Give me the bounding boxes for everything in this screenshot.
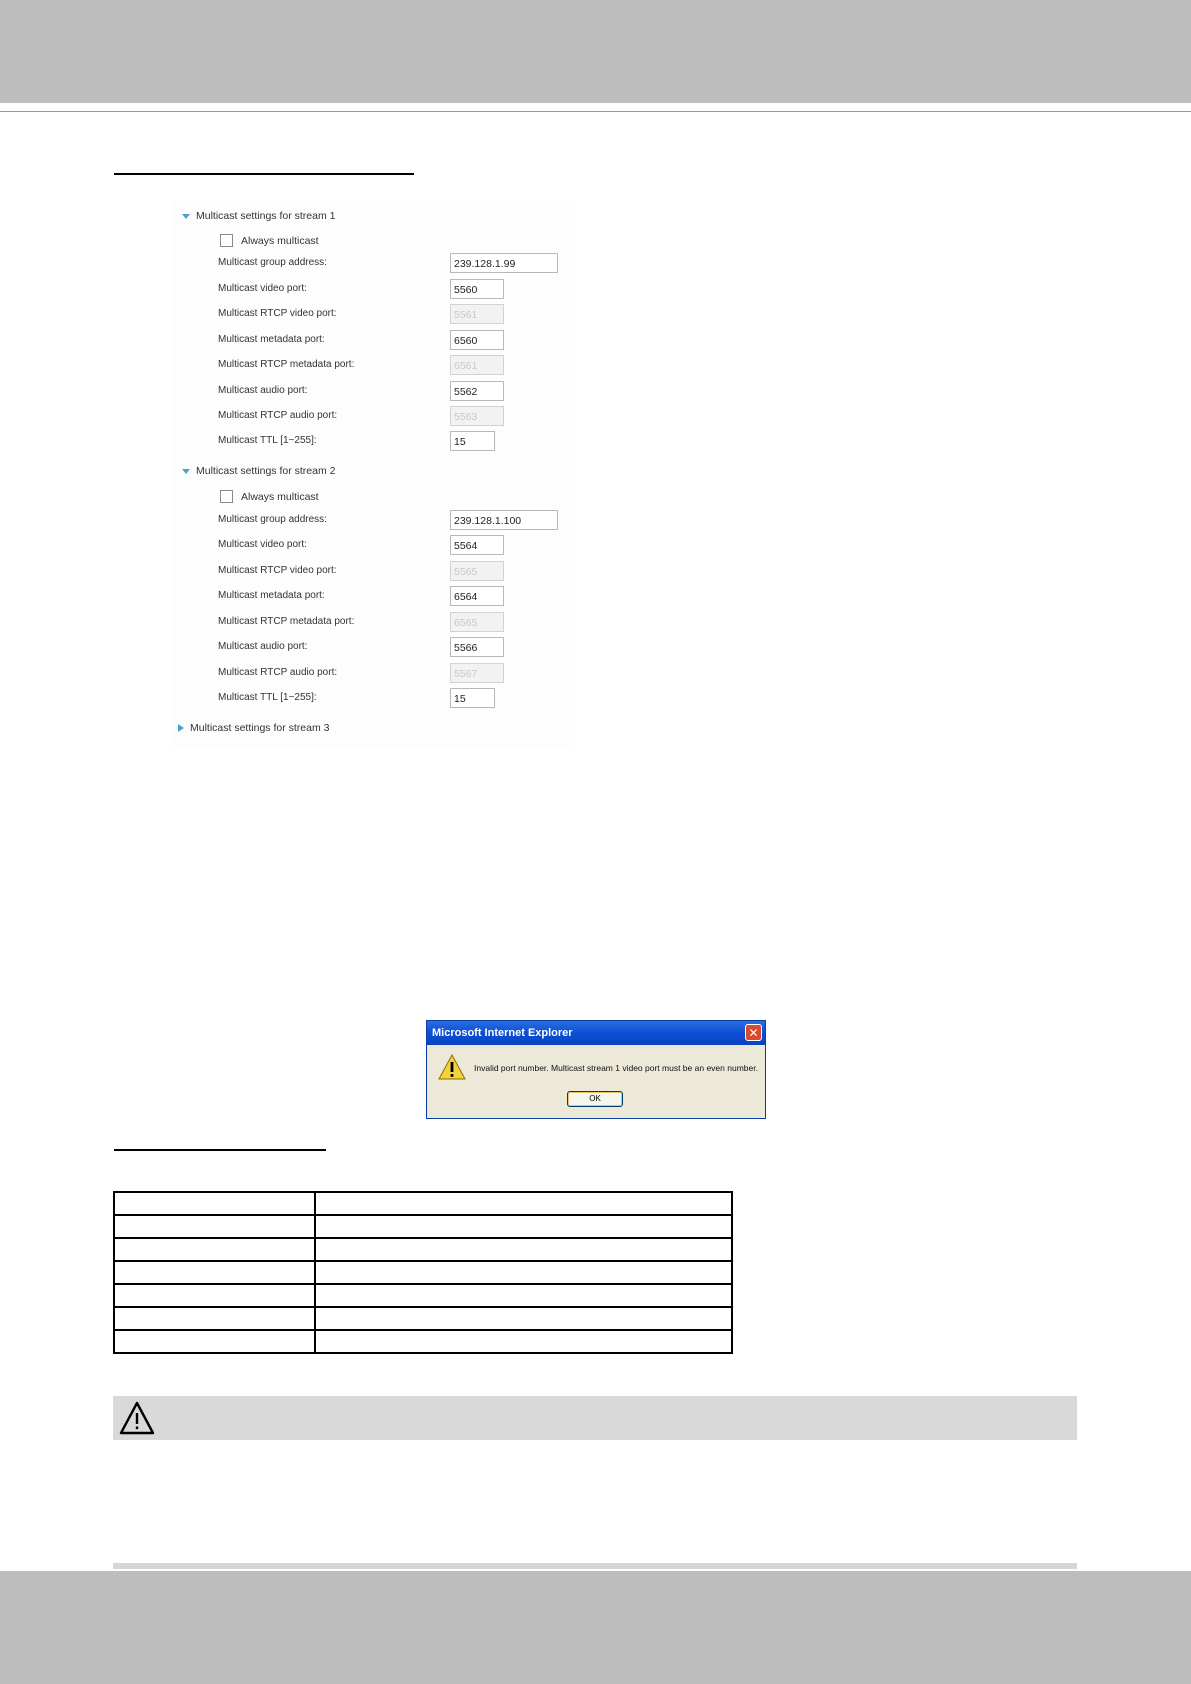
field-label: Multicast RTCP metadata port: bbox=[218, 616, 355, 627]
stream2-ttl-row bbox=[218, 688, 578, 710]
stream2-rtcp-metadata-port-row bbox=[218, 612, 578, 634]
header-band bbox=[0, 0, 1191, 103]
close-icon[interactable]: ✕ bbox=[745, 1024, 762, 1041]
stream1-rtcp-metadata-port-row bbox=[218, 355, 578, 377]
group-address-input[interactable]: 239.128.1.99 bbox=[450, 253, 558, 273]
ok-button[interactable]: OK bbox=[567, 1091, 623, 1107]
field-label: Multicast RTCP video port: bbox=[218, 308, 337, 319]
chevron-right-icon bbox=[178, 724, 184, 732]
caution-icon bbox=[118, 1400, 156, 1436]
table-row bbox=[114, 1238, 732, 1261]
table-row bbox=[114, 1192, 732, 1215]
always-multicast-label: Always multicast bbox=[241, 490, 319, 503]
dialog-titlebar bbox=[427, 1021, 765, 1045]
table-cell bbox=[114, 1330, 315, 1353]
field-label: Multicast TTL [1~255]: bbox=[218, 435, 317, 446]
video-port-input[interactable]: 5564 bbox=[450, 535, 504, 555]
audio-port-input[interactable]: 5566 bbox=[450, 637, 504, 657]
stream1-group-address-row bbox=[218, 253, 578, 275]
table-cell bbox=[315, 1261, 732, 1284]
audio-port-input[interactable]: 5562 bbox=[450, 381, 504, 401]
always-multicast-checkbox[interactable] bbox=[220, 490, 233, 503]
stream1-video-port-row bbox=[218, 279, 578, 301]
metadata-port-input[interactable]: 6564 bbox=[450, 586, 504, 606]
rtcp-video-port-input: 5565 bbox=[450, 561, 504, 581]
table-cell bbox=[315, 1238, 732, 1261]
footer-rule bbox=[113, 1563, 1077, 1569]
field-label: Multicast RTCP video port: bbox=[218, 565, 337, 576]
header-rule bbox=[0, 111, 1191, 112]
table-row bbox=[114, 1330, 732, 1353]
field-label: Multicast audio port: bbox=[218, 385, 308, 396]
stream2-rtcp-audio-port-row bbox=[218, 663, 578, 685]
stream2-group-address-row bbox=[218, 510, 578, 532]
data-table bbox=[113, 1191, 733, 1354]
footer-band bbox=[0, 1571, 1191, 1684]
always-multicast-checkbox[interactable] bbox=[220, 234, 233, 247]
stream1-always-multicast[interactable] bbox=[220, 234, 319, 247]
chevron-down-icon bbox=[182, 469, 190, 474]
stream2-rtcp-video-port-row bbox=[218, 561, 578, 583]
video-port-input[interactable]: 5560 bbox=[450, 279, 504, 299]
stream2-audio-port-row bbox=[218, 637, 578, 659]
table-cell bbox=[114, 1192, 315, 1215]
section-heading-underline bbox=[114, 173, 414, 175]
table-row bbox=[114, 1261, 732, 1284]
field-label: Multicast video port: bbox=[218, 283, 307, 294]
field-label: Multicast RTCP audio port: bbox=[218, 667, 338, 678]
group-address-input[interactable]: 239.128.1.100 bbox=[450, 510, 558, 530]
stream1-rtcp-video-port-row bbox=[218, 304, 578, 326]
stream2-always-multicast[interactable] bbox=[220, 490, 319, 503]
stream1-section-header[interactable] bbox=[182, 210, 335, 222]
field-label: Multicast RTCP metadata port: bbox=[218, 359, 355, 370]
field-label: Multicast video port: bbox=[218, 539, 307, 550]
table-cell bbox=[114, 1238, 315, 1261]
caution-notice bbox=[113, 1396, 1077, 1440]
error-dialog bbox=[426, 1020, 766, 1119]
stream2-video-port-row bbox=[218, 535, 578, 557]
stream2-metadata-port-row bbox=[218, 586, 578, 608]
table-cell bbox=[114, 1307, 315, 1330]
table-cell bbox=[315, 1215, 732, 1238]
ttl-input[interactable]: 15 bbox=[450, 688, 495, 708]
table-cell bbox=[114, 1261, 315, 1284]
rtcp-audio-port-input: 5563 bbox=[450, 406, 504, 426]
stream1-audio-port-row bbox=[218, 381, 578, 403]
dialog-title: Microsoft Internet Explorer bbox=[432, 1027, 573, 1039]
ttl-input[interactable]: 15 bbox=[450, 431, 495, 451]
always-multicast-label: Always multicast bbox=[241, 234, 319, 247]
dialog-message: Invalid port number. Multicast stream 1 video port must be an even number. bbox=[474, 1063, 758, 1073]
stream3-header-label: Multicast settings for stream 3 bbox=[190, 722, 330, 734]
stream1-metadata-port-row bbox=[218, 330, 578, 352]
stream2-header-label: Multicast settings for stream 2 bbox=[196, 465, 336, 477]
rtcp-audio-port-input: 5567 bbox=[450, 663, 504, 683]
table-row bbox=[114, 1284, 732, 1307]
field-label: Multicast audio port: bbox=[218, 641, 308, 652]
table-row bbox=[114, 1215, 732, 1238]
table-cell bbox=[315, 1330, 732, 1353]
field-label: Multicast group address: bbox=[218, 257, 327, 268]
rtcp-metadata-port-input: 6565 bbox=[450, 612, 504, 632]
warning-icon bbox=[437, 1053, 467, 1081]
field-label: Multicast metadata port: bbox=[218, 590, 325, 601]
stream1-rtcp-audio-port-row bbox=[218, 406, 578, 428]
field-label: Multicast metadata port: bbox=[218, 334, 325, 345]
field-label: Multicast TTL [1~255]: bbox=[218, 692, 317, 703]
table-cell bbox=[315, 1307, 732, 1330]
multicast-settings-panel bbox=[170, 200, 575, 750]
chevron-down-icon bbox=[182, 214, 190, 219]
field-label: Multicast RTCP audio port: bbox=[218, 410, 338, 421]
table-cell bbox=[114, 1284, 315, 1307]
metadata-port-input[interactable]: 6560 bbox=[450, 330, 504, 350]
table-cell bbox=[315, 1192, 732, 1215]
subheading-underline bbox=[114, 1149, 326, 1151]
table-cell bbox=[114, 1215, 315, 1238]
stream1-header-label: Multicast settings for stream 1 bbox=[196, 210, 336, 222]
stream2-section-header[interactable] bbox=[182, 465, 335, 477]
stream3-section-header[interactable] bbox=[178, 722, 329, 734]
rtcp-video-port-input: 5561 bbox=[450, 304, 504, 324]
field-label: Multicast group address: bbox=[218, 514, 327, 525]
rtcp-metadata-port-input: 6561 bbox=[450, 355, 504, 375]
table-cell bbox=[315, 1284, 732, 1307]
table-row bbox=[114, 1307, 732, 1330]
stream1-ttl-row bbox=[218, 431, 578, 453]
